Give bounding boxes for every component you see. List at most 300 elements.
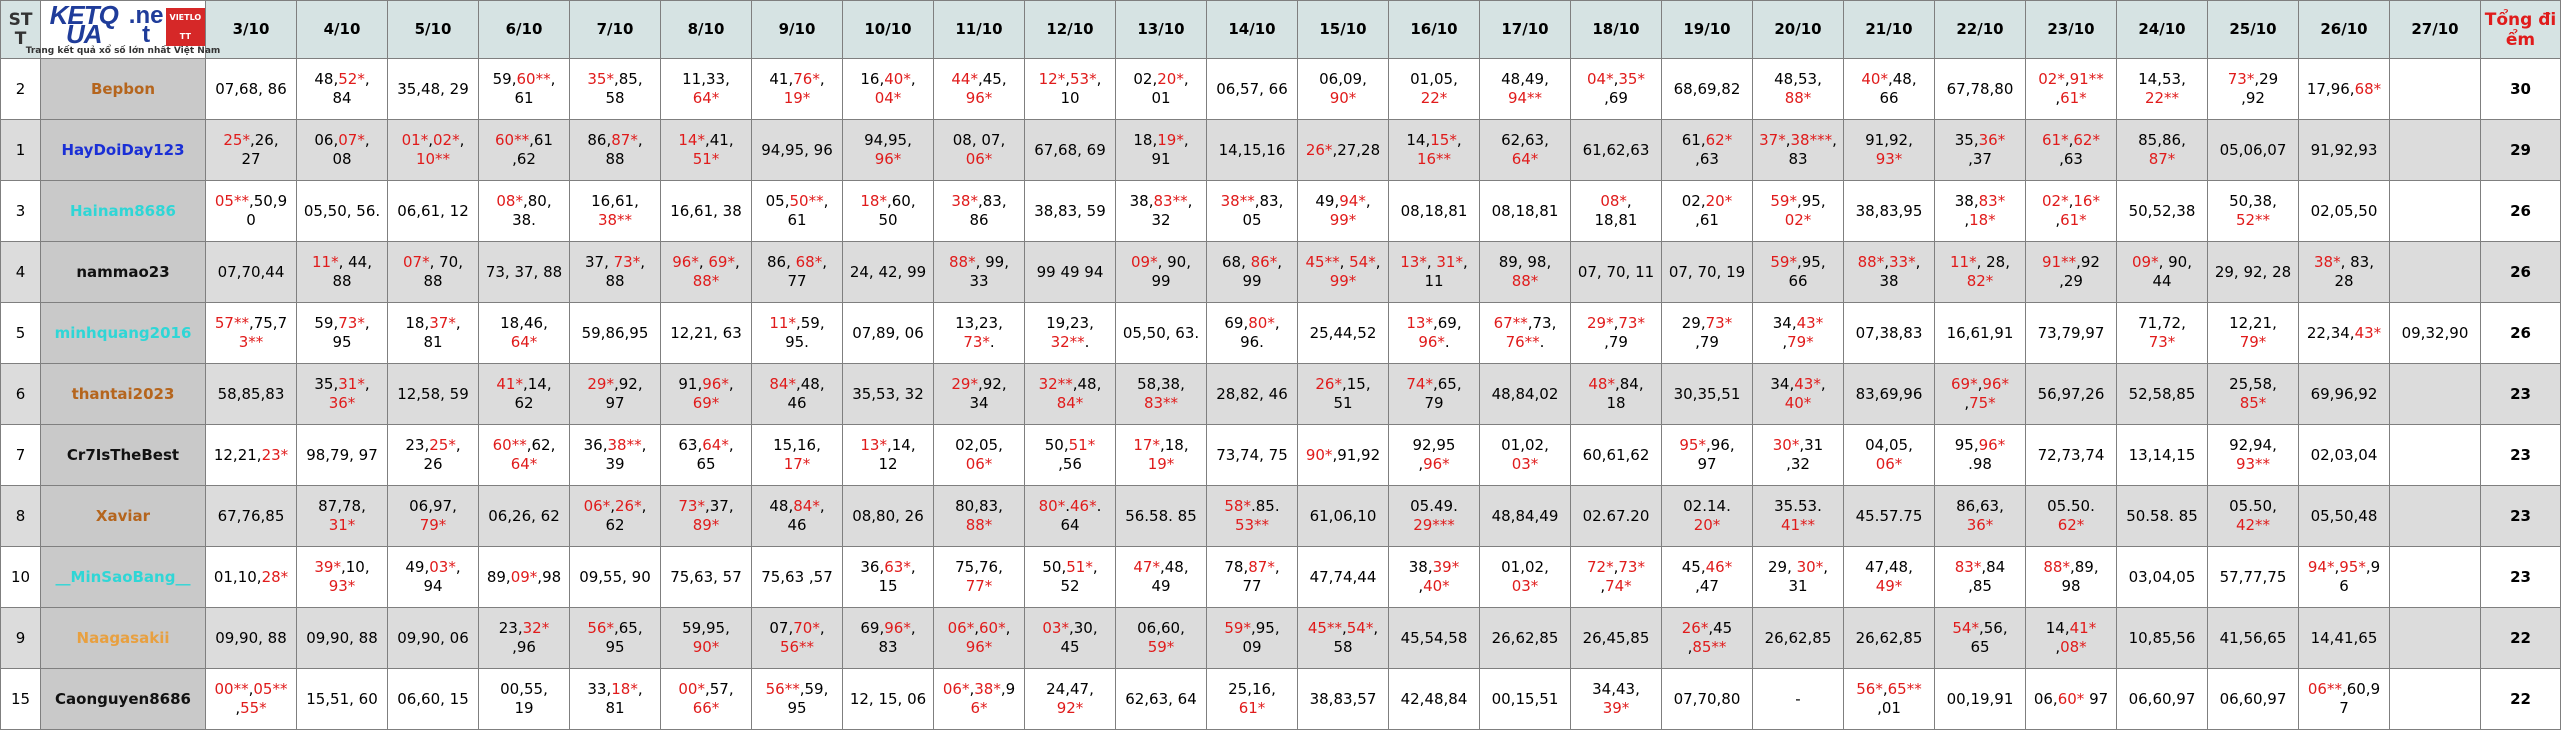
prediction-cell: 12,21, 79* — [2208, 303, 2299, 364]
hit-number: 57** — [214, 314, 249, 332]
prediction-cell: 72*,73* ,74* — [1571, 547, 1662, 608]
hit-number: 64* — [702, 436, 729, 454]
prediction-cell: 14,53, 22** — [2117, 59, 2208, 120]
prediction-cell: 78,87*, 77 — [1207, 547, 1298, 608]
prediction-cell: 13,14,15 — [2117, 425, 2208, 486]
prediction-cell: 29, 30*, 31 — [1753, 547, 1844, 608]
prediction-cell: 02.14. 20* — [1662, 486, 1753, 547]
prediction-cell: 07,70*, 56** — [752, 608, 843, 669]
prediction-cell: 35*,85, 58 — [570, 59, 661, 120]
hit-number: 77* — [965, 577, 993, 595]
hit-number: 93* — [328, 577, 356, 595]
prediction-cell: 99 49 94 — [1025, 242, 1116, 303]
prediction-cell: 48,84,49 — [1480, 486, 1571, 547]
hit-number: 13* — [1406, 314, 1433, 332]
prediction-cell: 49,03*, 94 — [388, 547, 479, 608]
hit-number: 96* — [965, 638, 993, 656]
hit-number: 40* — [1423, 577, 1450, 595]
hit-number: 20* — [1157, 70, 1184, 88]
date-header: 10/10 — [843, 1, 934, 59]
prediction-cell: 05.50, 42** — [2208, 486, 2299, 547]
prediction-cell: 45**,54*, 58 — [1298, 608, 1389, 669]
table-row — [1, 303, 2561, 364]
prediction-cell: 05.50. 62* — [2026, 486, 2117, 547]
hit-number: 60** — [492, 436, 527, 454]
date-header: 16/10 — [1389, 1, 1480, 59]
hit-number: 76* — [793, 70, 820, 88]
hit-number: 16** — [1416, 150, 1452, 168]
prediction-cell — [2390, 364, 2481, 425]
hit-number: 23* — [261, 445, 289, 464]
hit-number: 61* — [1238, 699, 1266, 717]
date-header: 21/10 — [1844, 1, 1935, 59]
hit-number: 00** — [214, 680, 249, 698]
player-name[interactable]: Xaviar — [41, 486, 206, 547]
prediction-cell: 33,18*, 81 — [570, 669, 661, 730]
prediction-cell: 57,77,75 — [2208, 547, 2299, 608]
rank-cell: 8 — [1, 486, 41, 547]
player-name[interactable]: Bepbon — [41, 59, 206, 120]
prediction-cell: 02,05, 06* — [934, 425, 1025, 486]
prediction-cell: 02,05,50 — [2299, 181, 2390, 242]
prediction-cell: 80,83, 88* — [934, 486, 1025, 547]
prediction-cell: 14*,41, 51* — [661, 120, 752, 181]
hit-number: 94* — [1339, 192, 1366, 210]
rank-cell: 4 — [1, 242, 41, 303]
rank-cell: 3 — [1, 181, 41, 242]
hit-number: 09* — [2132, 253, 2159, 271]
prediction-cell: 58*.85. 53** — [1207, 486, 1298, 547]
hit-number: 22** — [2144, 89, 2180, 107]
hit-number: 09* — [510, 567, 538, 586]
prediction-cell: 48,84,02 — [1480, 364, 1571, 425]
prediction-cell: 56*,65** ,01 — [1844, 669, 1935, 730]
prediction-cell: 29,73* ,79 — [1662, 303, 1753, 364]
hit-number: 56* — [1856, 680, 1883, 698]
prediction-cell: 11*, 28, 82* — [1935, 242, 2026, 303]
prediction-cell: 45**, 54*, 99* — [1298, 242, 1389, 303]
hit-number: 96* — [702, 375, 729, 393]
prediction-cell: 25,16, 61* — [1207, 669, 1298, 730]
date-header: 26/10 — [2299, 1, 2390, 59]
date-header: 4/10 — [297, 1, 388, 59]
hit-number: 88* — [2043, 558, 2070, 576]
player-name[interactable]: Cr7IsTheBest — [41, 425, 206, 486]
prediction-cell: 38,83, 59 — [1025, 181, 1116, 242]
prediction-cell: 48,84*, 46 — [752, 486, 843, 547]
hit-number: 56** — [765, 680, 800, 698]
prediction-cell: 68, 86*, 99 — [1207, 242, 1298, 303]
hit-number: 60** — [495, 131, 530, 149]
prediction-cell: 15,51, 60 — [297, 669, 388, 730]
prediction-cell: 48,53, 88* — [1753, 59, 1844, 120]
prediction-cell — [2390, 59, 2481, 120]
prediction-cell: 45,54,58 — [1389, 608, 1480, 669]
prediction-cell: 37*,38***, 83 — [1753, 120, 1844, 181]
prediction-cell: 48,49, 94** — [1480, 59, 1571, 120]
prediction-cell: 91,96*, 69* — [661, 364, 752, 425]
prediction-cell: 14,41,65 — [2299, 608, 2390, 669]
hit-number: 59* — [1224, 619, 1251, 637]
table-body — [1, 59, 2561, 730]
prediction-cell: 35,36* ,37 — [1935, 120, 2026, 181]
hit-number: 32** — [1050, 333, 1085, 351]
prediction-cell: 83,69,96 — [1844, 364, 1935, 425]
logo[interactable] — [25, 0, 221, 59]
hit-number: 83** — [1143, 394, 1179, 412]
hit-number: 90* — [1305, 445, 1333, 464]
prediction-cell: 42,48,84 — [1389, 669, 1480, 730]
hit-number: 02* — [2038, 70, 2065, 88]
hit-number: 03* — [1042, 619, 1069, 637]
hit-number: 31* — [338, 375, 365, 393]
hit-number: 31* — [328, 516, 356, 534]
hit-number: 26* — [1305, 140, 1333, 159]
logo-net: .net — [128, 1, 164, 48]
hit-number: 61* — [2060, 211, 2087, 229]
hit-number: 40* — [1861, 70, 1888, 88]
table-row — [1, 59, 2561, 120]
hit-number: 61* — [2060, 89, 2087, 107]
prediction-cell: 36,63*, 15 — [843, 547, 934, 608]
prediction-cell: 05,50,48 — [2299, 486, 2390, 547]
prediction-cell: 67**,73, 76**. — [1480, 303, 1571, 364]
hit-number: 6* — [970, 699, 988, 717]
prediction-cell: 12,21, 63 — [661, 303, 752, 364]
prediction-cell: 41,56,65 — [2208, 608, 2299, 669]
hit-number: 63* — [884, 558, 911, 576]
hit-number: 18* — [1969, 211, 1996, 229]
hit-number: 43* — [1796, 314, 1824, 332]
hit-number: 55* — [240, 699, 267, 717]
prediction-cell: 84*,48, 46 — [752, 364, 843, 425]
prediction-cell: 38,83,57 — [1298, 669, 1389, 730]
prediction-cell: 24, 42, 99 — [843, 242, 934, 303]
table-row — [1, 608, 2561, 669]
hit-number: 37* — [429, 314, 456, 332]
prediction-cell: 39*,10, 93* — [297, 547, 388, 608]
hit-number: 72* — [1587, 558, 1614, 576]
hit-number: 45** — [1305, 253, 1340, 271]
rank-cell: 2 — [1, 59, 41, 120]
hit-number: 14* — [678, 131, 705, 149]
hit-number: 41* — [496, 375, 523, 393]
logo-tagline: Trang kết quả xổ số lớn nhất Việt Nam — [25, 45, 221, 56]
prediction-cell: 67,78,80 — [1935, 59, 2026, 120]
hit-number: 69* — [692, 394, 720, 412]
hit-number: 87* — [1248, 558, 1275, 576]
hit-number: 46* — [1705, 558, 1733, 576]
prediction-cell: 10,85,56 — [2117, 608, 2208, 669]
prediction-cell: 16,61, 38** — [570, 181, 661, 242]
date-header: 9/10 — [752, 1, 843, 59]
prediction-cell: 07,70,44 — [206, 242, 297, 303]
player-name[interactable]: Naagasakii — [41, 608, 206, 669]
prediction-cell: 05,50**, 61 — [752, 181, 843, 242]
prediction-cell: 88*, 99, 33 — [934, 242, 1025, 303]
hit-number: 53** — [1234, 516, 1270, 534]
hit-number: 64* — [1511, 150, 1539, 168]
prediction-cell: 75,63 ,57 — [752, 547, 843, 608]
date-header: 13/10 — [1116, 1, 1207, 59]
prediction-cell: 73,79,97 — [2026, 303, 2117, 364]
date-header: 5/10 — [388, 1, 479, 59]
hit-number: 73* — [338, 314, 365, 332]
prediction-cell: 60**,62, 64* — [479, 425, 570, 486]
prediction-cell: 02*,91** ,61* — [2026, 59, 2117, 120]
prediction-cell: 59,60**, 61 — [479, 59, 570, 120]
hit-number: 39* — [1432, 558, 1460, 576]
hit-number: 31* — [1436, 253, 1463, 271]
hit-number: 44* — [951, 70, 978, 88]
prediction-cell: 25*,26, 27 — [206, 120, 297, 181]
prediction-cell: 57**,75,7 3** — [206, 303, 297, 364]
hit-number: 60* — [979, 619, 1006, 637]
hit-number: 38* — [2314, 253, 2341, 271]
prediction-cell: 26,45,85 — [1571, 608, 1662, 669]
player-name[interactable]: HayDoiDay123 — [41, 120, 206, 181]
prediction-cell: 52,58,85 — [2117, 364, 2208, 425]
hit-number: 73* — [1618, 314, 1645, 332]
hit-number: 01* — [401, 131, 429, 149]
hit-number: 00* — [678, 680, 705, 698]
hit-number: 85* — [2239, 394, 2267, 412]
player-name[interactable]: Hainam8686 — [41, 181, 206, 242]
prediction-cell: 28,82, 46 — [1207, 364, 1298, 425]
prediction-cell: 61,62,63 — [1571, 120, 1662, 181]
prediction-cell: 87,78, 31* — [297, 486, 388, 547]
hit-number: 38** — [597, 211, 633, 229]
header-row — [1, 1, 2561, 59]
prediction-cell: 22,34,43* — [2299, 303, 2390, 364]
hit-number: 3** — [238, 333, 264, 351]
hit-number: 28* — [261, 567, 289, 586]
hit-number: 51* — [1066, 558, 1093, 576]
hit-number: 36* — [328, 394, 356, 412]
hit-number: 06* — [583, 497, 611, 515]
hit-number: 80* — [1248, 314, 1275, 332]
hit-number: 73* — [1618, 558, 1645, 576]
prediction-cell: 61,06,10 — [1298, 486, 1389, 547]
prediction-cell: 96*, 69*, 88* — [661, 242, 752, 303]
hit-number: 96* — [884, 619, 911, 637]
player-name[interactable]: minhquang2016 — [41, 303, 206, 364]
prediction-cell: 11*,59, 95. — [752, 303, 843, 364]
hit-number: 32** — [1038, 375, 1073, 393]
prediction-cell: 85,86, 87* — [2117, 120, 2208, 181]
hit-number: 88* — [692, 272, 720, 290]
hit-number: 96* — [965, 89, 993, 107]
prediction-cell: 16,61,91 — [1935, 303, 2026, 364]
prediction-cell: 15,16, 17* — [752, 425, 843, 486]
prediction-cell: 08,18,81 — [1389, 181, 1480, 242]
hit-number: 05** — [214, 192, 249, 210]
prediction-cell: 92,94, 93** — [2208, 425, 2299, 486]
prediction-cell: 36,38**, 39 — [570, 425, 661, 486]
hit-number: 09* — [1131, 253, 1158, 271]
hit-number: 69* — [708, 253, 735, 271]
prediction-cell: 13*,69, 96*. — [1389, 303, 1480, 364]
prediction-cell: 41*,14, 62 — [479, 364, 570, 425]
hit-number: 40* — [884, 70, 911, 88]
prediction-cell: 06,60,97 — [2117, 669, 2208, 730]
prediction-cell: 07*, 70, 88 — [388, 242, 479, 303]
prediction-cell: 73,74, 75 — [1207, 425, 1298, 486]
prediction-cell: 12,21,23* — [206, 425, 297, 486]
date-header: 12/10 — [1025, 1, 1116, 59]
prediction-cell: 59,86,95 — [570, 303, 661, 364]
table-row — [1, 669, 2561, 730]
hit-number: 96* — [672, 253, 699, 271]
prediction-cell: 38*,83, 86 — [934, 181, 1025, 242]
hit-number: 95* — [2339, 558, 2366, 576]
prediction-cell: 71,72, 73* — [2117, 303, 2208, 364]
prediction-cell: 94*,95*,9 6 — [2299, 547, 2390, 608]
prediction-cell: 03,04,05 — [2117, 547, 2208, 608]
prediction-cell: 00*,57, 66* — [661, 669, 752, 730]
prediction-cell: 11,33, 64* — [661, 59, 752, 120]
prediction-cell: 38*, 83, 28 — [2299, 242, 2390, 303]
prediction-cell — [2390, 486, 2481, 547]
player-name[interactable]: __MinSaoBang__ — [41, 547, 206, 608]
prediction-cell: 09,90, 06 — [388, 608, 479, 669]
hit-number: 84* — [769, 375, 796, 393]
prediction-cell: 50.58. 85 — [2117, 486, 2208, 547]
prediction-cell: 06**,60,9 7 — [2299, 669, 2390, 730]
hit-number: 42** — [2235, 516, 2271, 534]
prediction-cell: 38,83,95 — [1844, 181, 1935, 242]
hit-number: 91** — [2042, 253, 2077, 271]
rank-cell: 7 — [1, 425, 41, 486]
prediction-cell: 86,87*, 88 — [570, 120, 661, 181]
hit-number: 02* — [1784, 211, 1812, 229]
total-score: 26 — [2481, 242, 2561, 303]
hit-number: 45** — [1307, 619, 1342, 637]
prediction-cell: 18,37*, 81 — [388, 303, 479, 364]
player-name[interactable]: Caonguyen8686 — [41, 669, 206, 730]
hit-number: 88* — [1511, 272, 1539, 290]
hit-number: 40* — [1784, 394, 1812, 412]
prediction-cell: 05.49. 29*** — [1389, 486, 1480, 547]
date-header: 11/10 — [934, 1, 1025, 59]
prediction-cell: 35,53, 32 — [843, 364, 934, 425]
prediction-cell: 50,52,38 — [2117, 181, 2208, 242]
date-header: 18/10 — [1571, 1, 1662, 59]
prediction-cell: 06,07*, 08 — [297, 120, 388, 181]
prediction-cell: 60**,61 ,62 — [479, 120, 570, 181]
prediction-cell: 56.58. 85 — [1116, 486, 1207, 547]
prediction-cell: 09*, 90, 99 — [1116, 242, 1207, 303]
prediction-cell: 80*.46*. 64 — [1025, 486, 1116, 547]
prediction-cell: 29*,73* ,79 — [1571, 303, 1662, 364]
hit-number: 38* — [974, 680, 1001, 698]
hit-number: 06* — [1875, 455, 1903, 473]
hit-number: 03* — [1511, 455, 1539, 473]
hit-number: 17* — [783, 455, 811, 473]
hit-number: 99* — [1329, 272, 1357, 290]
hit-number: 88* — [965, 516, 993, 534]
prediction-cell: 73*,37, 89* — [661, 486, 752, 547]
hit-number: 96* — [1978, 436, 2006, 454]
prediction-cell: 07, 70, 19 — [1662, 242, 1753, 303]
hit-number: 35* — [1618, 70, 1645, 88]
prediction-cell: 50,51*, 52 — [1025, 547, 1116, 608]
prediction-cell — [2390, 669, 2481, 730]
hit-number: 29*** — [1413, 516, 1455, 534]
prediction-cell: 06*,26*, 62 — [570, 486, 661, 547]
hit-number: 30* — [1796, 558, 1824, 576]
hit-number: 59* — [1147, 638, 1175, 656]
prediction-cell: 45,46* ,47 — [1662, 547, 1753, 608]
prediction-cell: 01,02, 03* — [1480, 547, 1571, 608]
hit-number: 60** — [516, 70, 551, 88]
prediction-cell: 02,20*, 01 — [1116, 59, 1207, 120]
hit-number: 39* — [1602, 699, 1630, 717]
prediction-cell: 13,23, 73*. — [934, 303, 1025, 364]
hit-number: 54* — [1952, 619, 1979, 637]
prediction-cell: 01,05, 22* — [1389, 59, 1480, 120]
prediction-cell: 75,76, 77* — [934, 547, 1025, 608]
hit-number: 93* — [1875, 150, 1903, 168]
prediction-cell: 06*,60*, 96* — [934, 608, 1025, 669]
hit-number: 90* — [1329, 89, 1357, 107]
prediction-cell: 54*,56, 65 — [1935, 608, 2026, 669]
prediction-cell: 08*, 18,81 — [1571, 181, 1662, 242]
hit-number: 91** — [2069, 70, 2104, 88]
hit-number: 36* — [1966, 516, 1994, 534]
prediction-cell: 91,92,93 — [2299, 120, 2390, 181]
hit-number: 75* — [1969, 394, 1996, 412]
prediction-cell: 69,80*, 96. — [1207, 303, 1298, 364]
hit-number: 16* — [2073, 192, 2100, 210]
prediction-cell — [2390, 425, 2481, 486]
hit-number: 29* — [587, 375, 614, 393]
prediction-cell: 29, 92, 28 — [2208, 242, 2299, 303]
prediction-cell: 59*,95, 02* — [1753, 181, 1844, 242]
table-row — [1, 120, 2561, 181]
prediction-cell: 06,60,97 — [2208, 669, 2299, 730]
hit-number: 48* — [1588, 375, 1615, 393]
prediction-cell: 17*,18, 19* — [1116, 425, 1207, 486]
hit-number: 58* — [1224, 497, 1251, 515]
date-header: 23/10 — [2026, 1, 2117, 59]
total-score: 23 — [2481, 425, 2561, 486]
hit-number: 11* — [769, 314, 796, 332]
prediction-cell: 05,06,07 — [2208, 120, 2299, 181]
prediction-cell: 07, 70, 11 — [1571, 242, 1662, 303]
player-name[interactable]: nammao23 — [41, 242, 206, 303]
hit-number: 03* — [1511, 577, 1539, 595]
hit-number: 07* — [403, 253, 430, 271]
player-name[interactable]: thantai2023 — [41, 364, 206, 425]
total-score: 23 — [2481, 486, 2561, 547]
hit-number: 15* — [1430, 131, 1457, 149]
prediction-cell: 63,64*, 65 — [661, 425, 752, 486]
hit-number: 20* — [1693, 516, 1721, 534]
hit-number: 25* — [223, 131, 250, 149]
prediction-cell: 06,09, 90* — [1298, 59, 1389, 120]
prediction-cell: 47,48, 49* — [1844, 547, 1935, 608]
hit-number: 99* — [1329, 211, 1357, 229]
hit-number: 50** — [789, 192, 824, 210]
prediction-cell — [2390, 608, 2481, 669]
prediction-cell: 73*,29 ,92 — [2208, 59, 2299, 120]
hit-number: 38** — [1220, 192, 1255, 210]
rank-cell: 6 — [1, 364, 41, 425]
prediction-cell: 29*,92, 97 — [570, 364, 661, 425]
prediction-cell: 26,62,85 — [1480, 608, 1571, 669]
prediction-cell: 75,63, 57 — [661, 547, 752, 608]
